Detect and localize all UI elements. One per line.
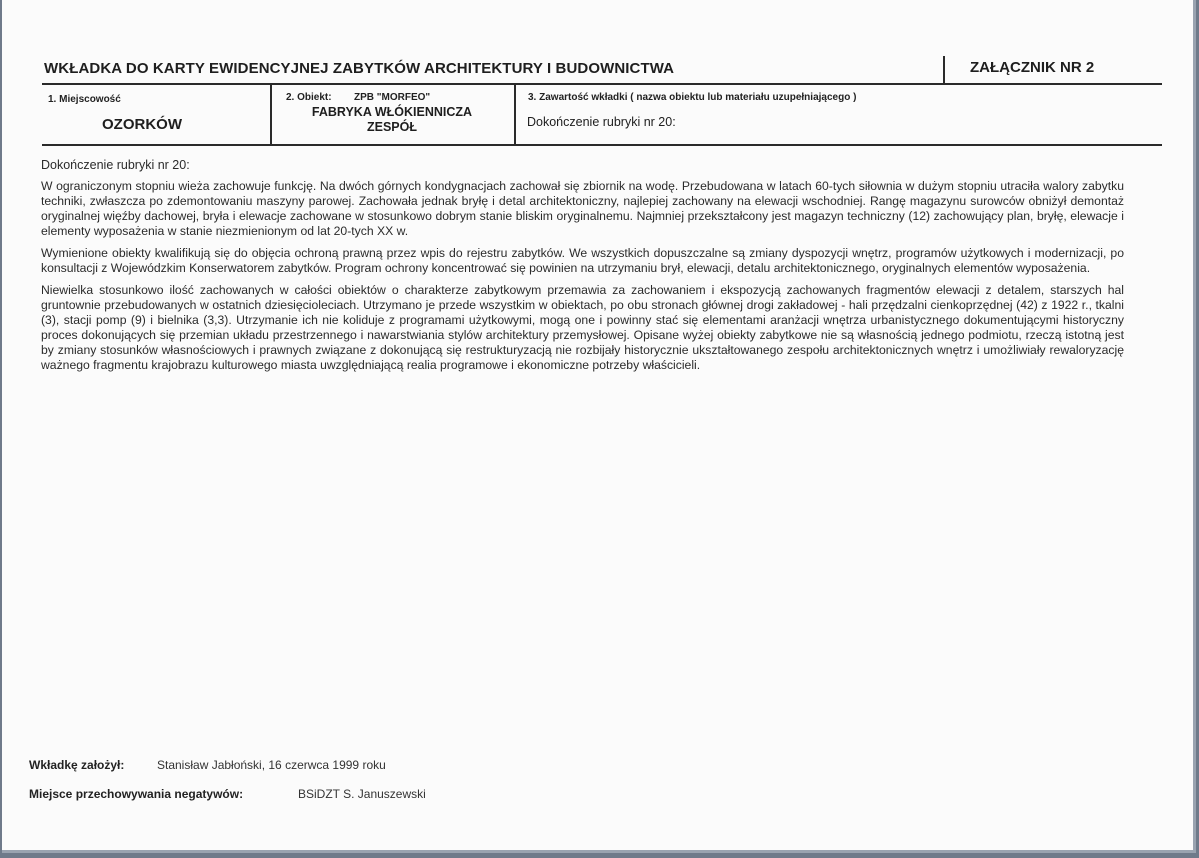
object-label: 2. Obiekt: [286,92,332,103]
body-heading: Dokończenie rubryki nr 20: [41,158,190,172]
object-name-line1: FABRYKA WŁÓKIENNICZA [311,105,473,119]
record-card [2,0,1196,853]
content-value: Dokończenie rubryki nr 20: [527,115,676,129]
field-divider-2 [514,84,516,145]
field-divider-1 [270,84,272,145]
object-code: ZPB "MORFEO" [354,92,431,103]
founder-label: Wkładkę założył: [29,758,125,772]
founder-value: Stanisław Jabłoński, 16 czerwca 1999 roku [157,758,386,772]
object-name-line2: ZESPÓŁ [366,120,417,134]
storage-label: Miejsce przechowywania negatywów: [29,787,244,801]
title-divider [943,56,945,84]
body-text [41,158,1124,380]
document-title: WKŁADKA DO KARTY EWIDENCYJNEJ ZABYTKÓW ARCHITEKTURY I BUDOWNICTWA [44,60,675,77]
body-paragraph: W ograniczonym stopniu wieża zachowuje funkcję. Na dwóch górnych kondygnacjach zachował się zbiornik na wodę. Przebudowana w latach 60-tych siłownia w dużym stopniu utraciła walory zabytku techniki, zwłaszcza po zdemontowaniu maszyny parowej. Zachowała jednak bryłę i detal architektoniczny, najlepiej zachowany na elewacji wschodniej. Rangę magazynu surowców obniżył demontaż oryginalnej więźby dachowej, bryła i elewacje zachowane w stosunkowo dobrym stanie bliskim oryginalnemu. Najmniej przekształcony jest magazyn techniczny (12) zachowujący plan, bryłę, elewacje i elementy wyposażenia w stanie niezmienionym od lat 20-tych XX w. [41,179,1124,238]
body-paragraph: Niewielka stosunkowo ilość zachowanych w całości obiektów o charakterze zabytkowym przemawia za zachowaniem i ekspozycją zachowanych fragmentów elewacji z detalem, starszych hal gruntownie przebudowanych w ostatnich dziesięcioleciach. Utrzymano je przede wszystkim w obiektach, po obu stronach głównej drogi zakładowej - hali przędzalni cienkoprzędnej (42) z 1922 r., tkalni (3), stacji pomp (9) i bielnika (3,3). Utrzymanie ich nie koliduje z programami użytkowymi, mogą one i powinny stać się elementami aranżacji wnętrza urbanistycznego dokumentującymi historyczny proces dokonujących się przemian układu przestrzennego i nawarstwiania stylów architektury przemysłowej. Opisane wyżej obiekty zabytkowe nie są własnością jednego podmiotu, rzeczą istotną jest by zmiany stosunków własnościowych i prawnych związane z dokonującą się restrukturyzacją nie rozbijały historycznie ukształtowanego zespołu architektonicznych wnętrz i umożliwiały rewaloryzację ważnego fragmentu krajobrazu kulturowego miasta uwzględniającą realia programowe i ekonomiczne potrzeby właścicieli. [41,283,1124,372]
annex-number: ZAŁĄCZNIK NR 2 [970,59,1095,76]
storage-value: BSiDZT S. Januszewski [298,787,426,801]
header-rule [42,83,1162,85]
locality-value: OZORKÓW [102,116,182,133]
fields-bottom-rule [42,144,1162,146]
locality-label: 1. Miejscowość [48,94,121,105]
content-label: 3. Zawartość wkładki ( nazwa obiektu lub materiału uzupełniającego ) [528,92,857,103]
body-paragraph: Wymienione obiekty kwalifikują się do objęcia ochroną prawną przez wpis do rejestru zabytków. We wszystkich dopuszczalne są zmiany dyspozycji wnętrz, programów użytkowych i modernizacji, po konsultacji z Wojewódzkim Konserwatorem zabytków. Program ochrony koncentrować się powinien na utrzymaniu brył, elewacji, detalu architektonicznego, oryginalnych elementów wyposażenia. [41,246,1124,275]
